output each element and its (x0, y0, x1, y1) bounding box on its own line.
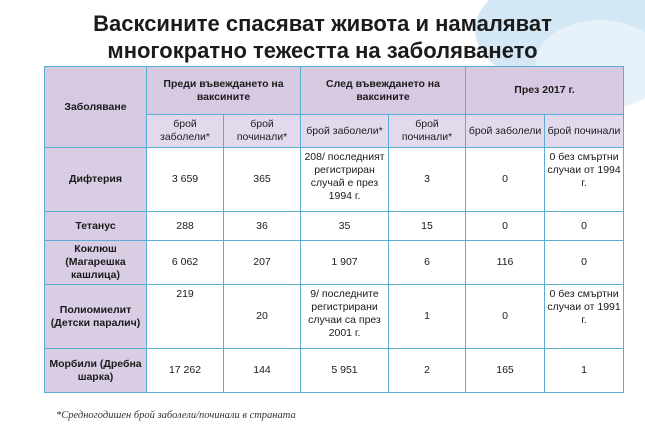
after-deaths: 15 (389, 212, 466, 241)
disease-name: Коклюш (Магарешка кашлица) (45, 241, 147, 285)
footnote: *Средногодишен брой заболели/починали в страната (56, 410, 296, 421)
y2017-deaths: 0 без смъртни случаи от 1991 г. (545, 285, 624, 349)
vaccine-table (44, 66, 624, 393)
before-cases: 3 659 (147, 148, 224, 212)
title-line-2: многократно тежестта на заболяването (107, 38, 538, 63)
y2017-cases: 0 (466, 285, 545, 349)
header-before-deaths: брой починали* (224, 115, 301, 148)
y2017-cases: 0 (466, 148, 545, 212)
disease-name: Дифтерия (45, 148, 147, 212)
table-row (45, 241, 624, 285)
y2017-deaths: 0 (545, 212, 624, 241)
y2017-cases: 116 (466, 241, 545, 285)
y2017-cases: 0 (466, 212, 545, 241)
before-deaths: 365 (224, 148, 301, 212)
after-cases: 208/ последният регистриран случай е през 1994 г. (301, 148, 389, 212)
after-cases: 1 907 (301, 241, 389, 285)
before-cases: 6 062 (147, 241, 224, 285)
header-disease: Заболяване (45, 67, 147, 148)
after-cases: 5 951 (301, 349, 389, 393)
before-deaths: 207 (224, 241, 301, 285)
header-2017-deaths: брой починали (545, 115, 624, 148)
before-cases: 17 262 (147, 349, 224, 393)
y2017-deaths: 0 (545, 241, 624, 285)
y2017-cases: 165 (466, 349, 545, 393)
before-deaths: 36 (224, 212, 301, 241)
after-deaths: 2 (389, 349, 466, 393)
before-deaths: 144 (224, 349, 301, 393)
table-row (45, 285, 624, 349)
header-after-cases: брой заболели* (301, 115, 389, 148)
header-2017-cases: брой заболели (466, 115, 545, 148)
header-before-cases: брой заболели* (147, 115, 224, 148)
header-2017: През 2017 г. (466, 67, 624, 115)
page-title (0, 10, 645, 64)
table-row (45, 148, 624, 212)
disease-name: Тетанус (45, 212, 147, 241)
disease-name: Полиомиелит (Детски паралич) (45, 285, 147, 349)
header-row-groups (45, 67, 624, 115)
y2017-deaths: 1 (545, 349, 624, 393)
y2017-deaths: 0 без смъртни случаи от 1994 г. (545, 148, 624, 212)
before-deaths: 20 (224, 285, 301, 349)
after-cases: 9/ последните регистрирани случаи са през 2001 г. (301, 285, 389, 349)
before-cases: 219 (147, 285, 224, 349)
after-deaths: 3 (389, 148, 466, 212)
after-deaths: 6 (389, 241, 466, 285)
table-row (45, 212, 624, 241)
table-row (45, 349, 624, 393)
title-line-1: Васксините спасяват живота и намаляват (93, 11, 552, 36)
after-cases: 35 (301, 212, 389, 241)
header-before-vaccines: Преди въвеждането на ваксините (147, 67, 301, 115)
after-deaths: 1 (389, 285, 466, 349)
header-after-deaths: брой починали* (389, 115, 466, 148)
header-after-vaccines: След въвеждането на ваксините (301, 67, 466, 115)
before-cases: 288 (147, 212, 224, 241)
disease-name: Морбили (Дребна шарка) (45, 349, 147, 393)
